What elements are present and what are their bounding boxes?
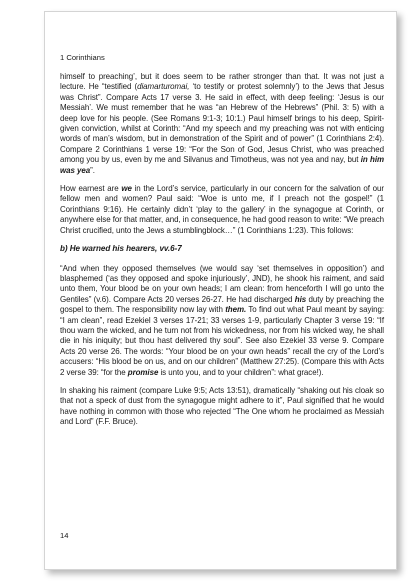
emphasis: promise [127, 367, 159, 377]
body-text [60, 72, 384, 436]
text-run: ‘to testify or protest solemnly’) to the Jews that Jesus was Christ”. Compare Acts 17 verse 3. He said in effect, with deep feeling: ‘Jesus is our Messiah’. We must remember that he was “an Hebrew of the Hebrews” (Phil. 3: 5) with a deep love for his people. (See Romans 9:1-3; 10:1.) Paul himself brings to his deep, Spirit-given conviction, whilst at Corinth: “And my speech and my preaching was not with enticing words of man’s wisdom, but in demonstration of the Spirit and of power” (1 Corinthians 2:4). Compare 2 Corinthians 1 verse 19: “For the Son of God, Jesus Christ, who was preached among you by us, even by me and Silvanus and Timotheus, was not yea and nay, but [60, 82, 384, 165]
paragraph-3 [60, 264, 384, 378]
text-run: ”. [90, 165, 95, 175]
paragraph-4: In shaking his raiment (compare Luke 9:5; Acts 13:51), dramatically “shaking out his cloak so that not a speck of dust from the synagogue might adhere to it”, Paul signified that he would have nothing in common with those who rejected “The One whom he proclaimed as Messiah and Lord” (F.F. Bruce). [60, 385, 384, 427]
running-header: 1 Corinthians [60, 53, 105, 62]
italic-term: diamarturomai, [137, 82, 190, 92]
text-run: How earnest are [60, 184, 122, 194]
emphasis: we [121, 184, 132, 194]
text-run: in the Lord’s service, particularly in our concern for the salvation of our fellow men and women? Paul said: “Woe is unto me, if I preach not the gospel!” (1 Corinthians 9:16). He certainly didn’t ‘play to the gallery’ in the synagogue at Corinth, or anywhere else for that matter, and, in consequence, he had good reason to write: “We preach Christ crucified, unto the Jews a stumblingblock…” (1 Corinthians 1:23). This follows: [60, 184, 384, 235]
book-page [44, 11, 397, 570]
text-run: is unto you, and to your children”: what grace!). [158, 367, 324, 377]
text-run: himself to preaching’, but it does seem to be rather stronger than that. It was not just a lecture. He “testified ( [60, 72, 384, 92]
text-run: To find out what Paul meant by saying: “I am clean”, read Ezekiel 3 verses 17-21; 33 verses 1-9, particularly Chapter 3 verse 19: “If thou warn the wicked, and he turn not from his wickedness, nor from his wicked way, he shall die in his iniquity; but thou hast delivered thy soul”. See also Ezekiel 33 verse 9. Compare Acts 20 verse 26. The words: “Your blood be on your own heads” recall the cry of the Lord’s accusers: “His blood be on us, and on our children” (Matthew 27:25). (Compare this with Acts 2 verse 39: “for the [60, 305, 384, 377]
text-run: “And when they opposed themselves (we would say ‘set themselves in opposition’) and blasphemed (‘as they opposed and spoke injuriously’, JND), he shook his raiment, and said unto them, Your blood be on your own heads; I am clean: from henceforth I will go unto the Gentiles” (v.6). Compare Acts 20 verses 26-27. He had discharged [60, 263, 384, 304]
paragraph-2 [60, 184, 384, 236]
page-number: 14 [60, 531, 69, 540]
text-run: duty by preaching the gospel to them. The responsibility now lay with [60, 294, 384, 315]
emphasis: them. [225, 305, 247, 315]
section-heading: b) He warned his hearers, vv.6-7 [60, 244, 182, 254]
emphasis: his [294, 294, 307, 304]
paragraph-1 [60, 72, 384, 176]
emphasis: in him was yea [60, 155, 384, 175]
